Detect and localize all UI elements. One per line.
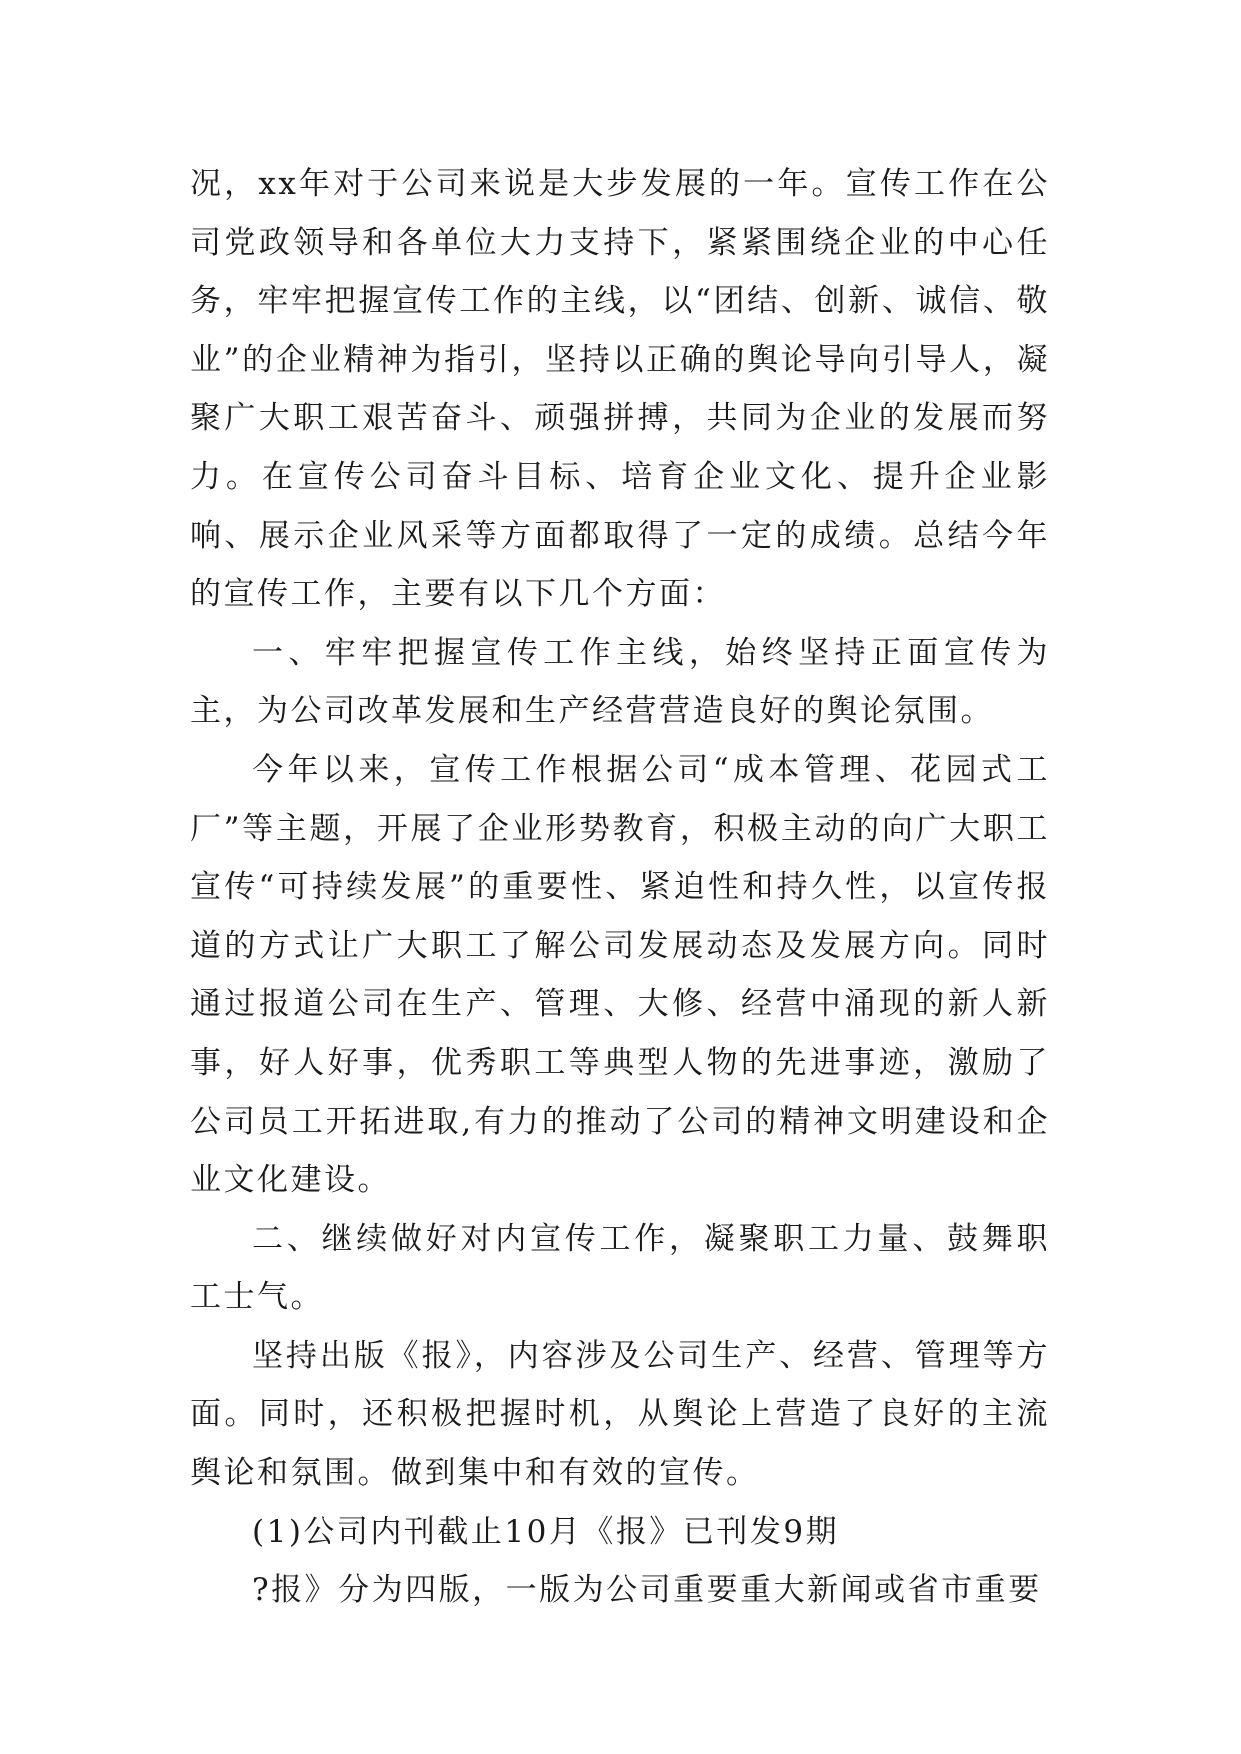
paragraph-item-one: (1)公司内刊截止10月《报》已刊发9期 (252, 1513, 840, 1550)
paragraph-item-one-detail: ?报》分为四版，一版为公司重要重大新闻或省市重要 (252, 1572, 1042, 1609)
paragraph-section-two-body: 坚持出版《报》，内容涉及公司生产、经营、管理等方面。同时，还积极把握时机，从舆论上营造了良好的主流舆论和氛围。做到集中和有效的宣传。 (190, 1337, 1050, 1492)
body-text (190, 155, 1050, 1620)
paragraph-section-two-heading: 二、继续做好对内宣传工作，凝聚职工力量、鼓舞职工士气。 (190, 1220, 1050, 1316)
paragraph-section-one-heading: 一、牢牢把握宣传工作主线，始终坚持正面宣传为主，为公司改革发展和生产经营营造良好的舆论氛围。 (190, 634, 1050, 730)
paragraph-section-one-body: 今年以来，宣传工作根据公司“成本管理、花园式工厂”等主题，开展了企业形势教育，积极主动的向广大职工宣传“可持续发展”的重要性、紧迫性和持久性，以宣传报道的方式让广大职工了解公司发展动态及发展方向。同时通过报道公司在生产、管理、大修、经营中涌现的新人新事，好人好事，优秀职工等典型人物的先进事迹，激励了公司员工开拓进取,有力的推动了公司的精神文明建设和企业文化建设。 (190, 751, 1050, 1199)
paragraph-intro: 况，xx年对于公司来说是大步发展的一年。宣传工作在公司党政领导和各单位大力支持下，紧紧围绕企业的中心任务，牢牢把握宣传工作的主线，以“团结、创新、诚信、敬业”的企业精神为指引，坚持以正确的舆论导向引导人，凝聚广大职工艰苦奋斗、顽强拼搏，共同为企业的发展而努力。在宣传公司奋斗目标、培育企业文化、提升企业影响、展示企业风采等方面都取得了一定的成绩。总结今年的宣传工作，主要有以下几个方面： (190, 166, 1050, 613)
